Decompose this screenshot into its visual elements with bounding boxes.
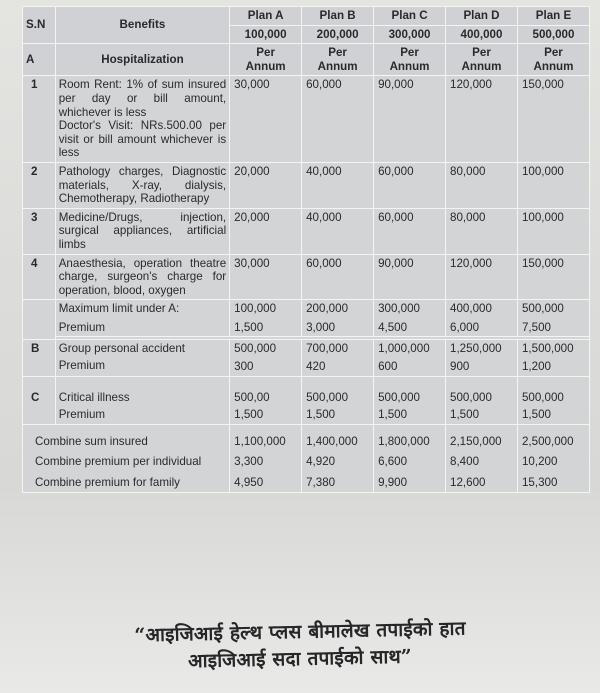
benefit-row-1 — [23, 76, 590, 163]
row-value: 40,000 — [302, 208, 374, 254]
per-label: Per — [256, 46, 275, 60]
row-value: 120,000 — [446, 254, 518, 300]
premium-c-label: Premium — [58, 408, 106, 422]
benefit-row-4 — [23, 254, 590, 300]
row-value: 80,000 — [446, 208, 518, 254]
slogan-line-1: “आइजिआई हेल्थ प्लस बीमालेख तपाईको हात — [134, 617, 466, 647]
section-a-sn: A — [23, 44, 56, 76]
section-c-value: 500,000 — [521, 390, 564, 404]
row-value: 150,000 — [517, 254, 589, 300]
per-label: Per — [544, 46, 563, 60]
max-limit-cell — [517, 300, 589, 337]
combined-cell — [302, 424, 374, 492]
annum-label: Annum — [389, 59, 430, 73]
combined-block-row — [23, 424, 590, 492]
header-sum-d: 400,000 — [446, 25, 518, 44]
per-annum-d — [446, 44, 518, 76]
combined-family-label: Combine premium for family — [35, 476, 180, 490]
premium-a-value: 6,000 — [450, 320, 480, 334]
combined-labels — [23, 424, 230, 492]
row-value: 30,000 — [230, 254, 302, 300]
premium-a-label: Premium — [58, 320, 106, 334]
premium-a-value: 1,500 — [234, 320, 264, 334]
premium-c-value: 1,500 — [306, 408, 336, 422]
combined-individual-label: Combine premium per individual — [35, 455, 202, 469]
row-benefit-text: Medicine/Drugs, injection, surgical appliances, artificial limbs — [55, 208, 229, 254]
premium-b-value: 300 — [234, 360, 254, 374]
combined-cell — [446, 424, 518, 492]
max-limit-block — [55, 300, 229, 337]
combined-sum-value: 2,500,000 — [521, 434, 574, 448]
benefits-table — [22, 6, 590, 493]
premium-c-value: 1,500 — [378, 408, 408, 422]
slogan-line-2: आइजिआई सदा तपाईको साथ” — [187, 645, 413, 673]
section-c-value: 500,000 — [450, 390, 492, 404]
combined-cell — [517, 424, 589, 492]
combined-family-value: 7,380 — [306, 476, 336, 490]
section-c-cell — [230, 376, 302, 424]
combined-sum-value: 1,400,000 — [306, 434, 358, 448]
section-b-value: 700,000 — [306, 342, 349, 356]
max-limit-row — [23, 300, 590, 337]
row-value: 90,000 — [374, 254, 446, 300]
section-c-cell — [517, 376, 589, 424]
per-annum-c — [374, 44, 446, 76]
annum-label: Annum — [533, 59, 574, 73]
row-value: 120,000 — [446, 76, 518, 163]
per-label: Per — [400, 46, 419, 60]
header-sum-e: 500,000 — [517, 25, 589, 44]
combined-individual-value: 8,400 — [450, 455, 480, 469]
row-sn: 4 — [23, 254, 56, 300]
row-value: 90,000 — [374, 76, 446, 163]
row-benefit-text — [55, 76, 229, 163]
per-label: Per — [328, 46, 347, 60]
max-limit-cell — [302, 300, 374, 337]
combined-family-value: 15,300 — [521, 476, 558, 490]
row-sn: 2 — [23, 162, 56, 208]
section-b-value: 500,000 — [234, 342, 277, 356]
max-limit-label: Maximum limit under A: — [58, 302, 180, 316]
per-annum-b — [302, 44, 374, 76]
header-plan-a: Plan A — [230, 7, 302, 26]
section-b-value: 1,250,000 — [450, 342, 502, 356]
row-sn: 3 — [23, 208, 56, 254]
header-plan-c: Plan C — [374, 7, 446, 26]
premium-b-label: Premium — [58, 359, 106, 373]
header-benefits: Benefits — [55, 7, 229, 44]
row-value: 80,000 — [446, 162, 518, 208]
premium-b-value: 600 — [378, 360, 398, 374]
section-c-block — [55, 376, 229, 424]
section-b-cell — [230, 340, 302, 376]
row-benefit-text: Anaesthesia, operation theatre charge, surgeon's charge for operation, blood, oxygen — [55, 254, 229, 300]
row-value: 100,000 — [517, 208, 589, 254]
section-b-value: 1,500,000 — [521, 342, 574, 356]
combined-sum-value: 1,100,000 — [234, 434, 286, 448]
row-value: 30,000 — [230, 76, 302, 163]
max-limit-cell — [374, 300, 446, 337]
section-b-block — [55, 340, 229, 376]
row-value: 20,000 — [230, 208, 302, 254]
doctor-visit-text: Doctor's Visit: NRs.500.00 per visit or bill amount whichever is less — [58, 119, 227, 160]
annum-label: Annum — [245, 59, 286, 73]
section-c-value: 500,00 — [234, 390, 270, 404]
header-row-plans — [23, 7, 590, 26]
section-a-row — [23, 44, 590, 76]
row-value: 150,000 — [517, 76, 589, 163]
row-sn: 1 — [23, 76, 56, 163]
header-sum-a: 100,000 — [230, 25, 302, 44]
combined-family-value: 12,600 — [450, 476, 486, 490]
premium-b-value: 420 — [306, 360, 326, 374]
max-limit-cell — [230, 300, 302, 337]
max-limit-value: 200,000 — [306, 302, 349, 316]
max-limit-value: 500,000 — [521, 302, 564, 316]
combined-individual-value: 10,200 — [521, 455, 558, 469]
section-b-cell — [302, 340, 374, 376]
premium-b-value: 1,200 — [521, 360, 551, 374]
benefit-row-2 — [23, 162, 590, 208]
section-c-cell — [446, 376, 518, 424]
combined-individual-value: 6,600 — [378, 455, 408, 469]
row-value: 20,000 — [230, 162, 302, 208]
header-plan-b: Plan B — [302, 7, 374, 26]
header-sum-c: 300,000 — [374, 25, 446, 44]
combined-cell — [374, 424, 446, 492]
row-benefit-text: Pathology charges, Diagnostic materials, X-ray, dialysis, Chemotherapy, Radiotherapy — [55, 162, 229, 208]
premium-c-value: 1,500 — [521, 408, 551, 422]
row-value: 60,000 — [302, 76, 374, 163]
benefits-table-wrapper — [22, 6, 590, 493]
benefit-row-3 — [23, 208, 590, 254]
section-a-label: Hospitalization — [55, 44, 229, 76]
per-label: Per — [472, 46, 491, 60]
row-value: 40,000 — [302, 162, 374, 208]
annum-label: Annum — [317, 59, 358, 73]
section-c-value: 500,000 — [306, 390, 349, 404]
premium-b-value: 900 — [450, 360, 470, 374]
empty-sn-cell — [23, 300, 56, 340]
per-annum-a — [230, 44, 302, 76]
header-sum-b: 200,000 — [302, 25, 374, 44]
max-limit-value: 100,000 — [234, 302, 277, 316]
combined-sum-value: 2,150,000 — [450, 434, 502, 448]
section-b-cell — [446, 340, 518, 376]
section-b-row — [23, 340, 590, 376]
combined-sum-value: 1,800,000 — [378, 434, 430, 448]
row-value: 100,000 — [517, 162, 589, 208]
section-c-label: Critical illness — [58, 390, 130, 404]
section-b-cell — [374, 340, 446, 376]
row-value: 60,000 — [374, 208, 446, 254]
combined-family-value: 4,950 — [234, 476, 264, 490]
premium-c-value: 1,500 — [450, 408, 480, 422]
section-c-value: 500,000 — [378, 390, 420, 404]
section-c-cell — [302, 376, 374, 424]
annum-label: Annum — [461, 59, 502, 73]
section-b-sn: B — [23, 340, 56, 376]
per-annum-e — [517, 44, 589, 76]
room-rent-text: Room Rent: 1% of sum insured per day or bill amount, whichever is less — [58, 78, 227, 119]
combined-individual-value: 4,920 — [306, 455, 336, 469]
combined-cell — [230, 424, 302, 492]
premium-a-value: 7,500 — [521, 320, 551, 334]
section-c-cell — [374, 376, 446, 424]
section-c-sn: C — [23, 376, 56, 424]
premium-c-value: 1,500 — [234, 408, 264, 422]
section-c-row — [23, 376, 590, 424]
combined-individual-value: 3,300 — [234, 455, 264, 469]
combined-family-value: 9,900 — [378, 476, 408, 490]
max-limit-cell — [446, 300, 518, 337]
premium-a-value: 4,500 — [378, 320, 408, 334]
premium-a-value: 3,000 — [306, 320, 336, 334]
header-sn: S.N — [23, 7, 56, 44]
row-value: 60,000 — [302, 254, 374, 300]
max-limit-value: 300,000 — [378, 302, 420, 316]
section-b-value: 1,000,000 — [378, 342, 430, 356]
max-limit-value: 400,000 — [450, 302, 492, 316]
combined-sum-label: Combine sum insured — [35, 434, 148, 448]
section-b-label: Group personal accident — [58, 342, 186, 356]
section-b-cell — [517, 340, 589, 376]
row-value: 60,000 — [374, 162, 446, 208]
header-plan-d: Plan D — [446, 7, 518, 26]
header-plan-e: Plan E — [517, 7, 589, 26]
